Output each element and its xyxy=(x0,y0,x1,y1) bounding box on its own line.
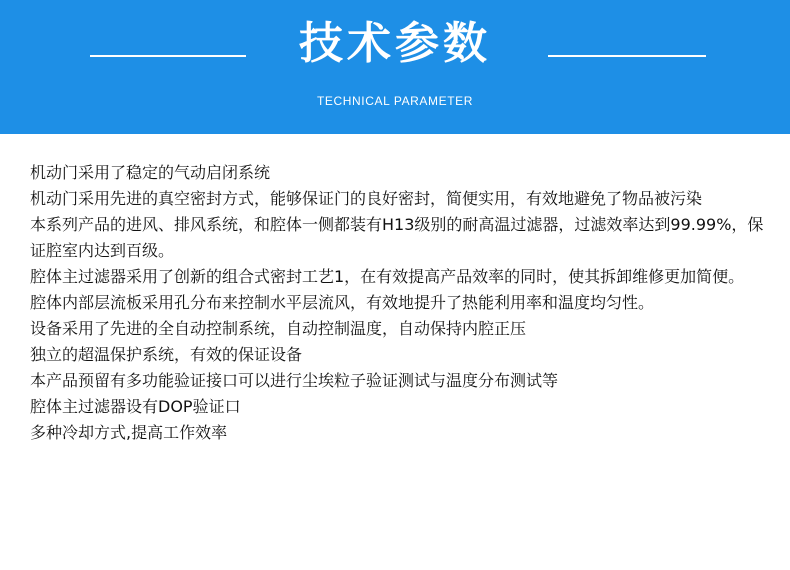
title-divider-right xyxy=(548,55,706,57)
parameter-list xyxy=(30,160,765,446)
parameter-item: 独立的超温保护系统，有效的保证设备 xyxy=(30,345,303,364)
parameter-item: 多种冷却方式,提高工作效率 xyxy=(30,423,228,442)
page-title: 技术参数 xyxy=(299,18,491,69)
parameter-item: 腔体主过滤器采用了创新的组合式密封工艺1，在有效提高产品效率的同时，使其拆卸维修更加简便。 xyxy=(30,267,745,286)
parameter-item: 设备采用了先进的全自动控制系统，自动控制温度，自动保持内腔正压 xyxy=(30,319,527,338)
parameter-item: 腔体主过滤器设有DOP验证口 xyxy=(30,397,241,416)
parameter-item: 本系列产品的进风、排风系统，和腔体一侧都装有H13级别的耐高温过滤器，过滤效率达到99.99%，保证腔室内达到百级。 xyxy=(30,215,764,260)
parameter-item: 腔体内部层流板采用孔分布来控制水平层流风，有效地提升了热能利用率和温度均匀性。 xyxy=(30,293,655,312)
page-subtitle: TECHNICAL PARAMETER xyxy=(316,94,474,108)
parameter-item: 机动门采用了稳定的气动启闭系统 xyxy=(30,163,271,182)
parameter-item: 本产品预留有多功能验证接口可以进行尘埃粒子验证测试与温度分布测试等 xyxy=(30,371,559,390)
header-banner xyxy=(0,0,790,134)
parameter-item: 机动门采用先进的真空密封方式，能够保证门的良好密封，简便实用，有效地避免了物品被污染 xyxy=(30,189,703,208)
